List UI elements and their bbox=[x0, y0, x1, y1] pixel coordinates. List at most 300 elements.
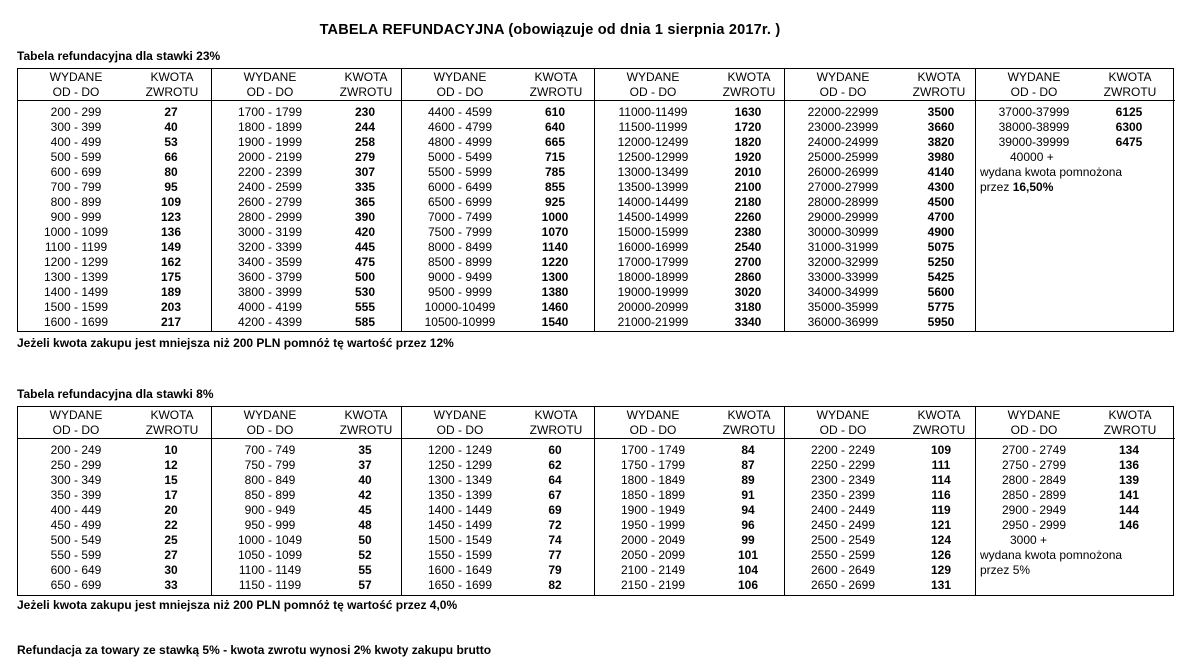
table-row bbox=[212, 165, 401, 180]
table-row bbox=[785, 255, 975, 270]
refund-cell: 104 bbox=[737, 563, 759, 577]
header-range bbox=[788, 70, 898, 100]
table-row bbox=[212, 225, 401, 240]
refund-cell: 3660 bbox=[927, 120, 955, 134]
range-cell: 1750 - 1799 bbox=[620, 458, 686, 472]
range-cell: 2650 - 2699 bbox=[810, 578, 876, 592]
range-cell: 3200 - 3399 bbox=[237, 240, 303, 254]
range-cell: 7000 - 7499 bbox=[427, 210, 493, 224]
range-cell: 12500-12999 bbox=[617, 150, 689, 164]
refund-cell: 84 bbox=[741, 443, 755, 457]
range-cell: 2100 - 2149 bbox=[620, 563, 686, 577]
refund-cell: 3980 bbox=[927, 150, 955, 164]
table-row bbox=[212, 150, 401, 165]
table-row bbox=[595, 548, 784, 563]
table-row bbox=[595, 315, 784, 330]
column-group bbox=[211, 69, 401, 331]
range-cell: 1000 - 1049 bbox=[237, 533, 303, 547]
column-group bbox=[594, 69, 784, 331]
header-range bbox=[21, 408, 131, 438]
refund-cell: 5075 bbox=[927, 240, 955, 254]
refund-cell: 60 bbox=[548, 443, 562, 457]
range-cell: 1050 - 1099 bbox=[237, 548, 303, 562]
header-range bbox=[979, 70, 1089, 100]
table-row bbox=[18, 315, 211, 330]
range-cell: 1100 - 1199 bbox=[44, 240, 108, 254]
range-cell: 11500-11999 bbox=[618, 120, 688, 134]
range-cell: 10000-10499 bbox=[424, 300, 496, 314]
range-cell: 7500 - 7999 bbox=[427, 225, 493, 239]
refund-cell: 4140 bbox=[927, 165, 955, 179]
refund-cell: 2380 bbox=[734, 225, 762, 239]
header-refund-line2: ZWROTU bbox=[529, 423, 583, 437]
refund-cell: 230 bbox=[354, 105, 376, 119]
refund-cell: 64 bbox=[548, 473, 562, 487]
refund-cell: 10 bbox=[164, 443, 178, 457]
header-range-line1: WYDANE bbox=[626, 70, 680, 84]
table-row bbox=[785, 488, 975, 503]
refund-cell: 134 bbox=[1118, 443, 1140, 457]
range-cell: 600 - 649 bbox=[50, 563, 102, 577]
table-row bbox=[976, 518, 1175, 533]
rows bbox=[212, 443, 401, 593]
range-cell: 1900 - 1949 bbox=[620, 503, 686, 517]
range-cell: 2050 - 2099 bbox=[620, 548, 686, 562]
section-8-note: Jeżeli kwota zakupu jest mniejsza niż 200 PLN pomnóż tę wartość przez 4,0% bbox=[17, 598, 458, 612]
range-cell: 1100 - 1149 bbox=[238, 563, 302, 577]
refund-cell: 3020 bbox=[734, 285, 762, 299]
refund-cell: 4500 bbox=[927, 195, 955, 209]
table-row bbox=[402, 105, 594, 120]
table-row bbox=[402, 563, 594, 578]
table-row bbox=[212, 315, 401, 330]
range-cell: 9500 - 9999 bbox=[427, 285, 493, 299]
refund-cell: 1820 bbox=[734, 135, 762, 149]
header-range-line2: OD - DO bbox=[436, 85, 484, 99]
refund-cell: 77 bbox=[548, 548, 562, 562]
rows bbox=[18, 443, 211, 593]
table-row bbox=[212, 488, 401, 503]
refund-cell: 1000 bbox=[541, 210, 569, 224]
table-row bbox=[212, 300, 401, 315]
table-row bbox=[18, 255, 211, 270]
table-row bbox=[976, 105, 1175, 120]
range-cell: 1600 - 1699 bbox=[43, 315, 109, 329]
header-range-line1: WYDANE bbox=[816, 70, 870, 84]
range-cell: 39000-39999 bbox=[998, 135, 1070, 149]
table-row bbox=[402, 300, 594, 315]
refund-cell: 91 bbox=[741, 488, 755, 502]
range-cell: 400 - 499 bbox=[50, 135, 102, 149]
header-refund-line2: ZWROTU bbox=[722, 423, 776, 437]
range-cell: 29000-29999 bbox=[807, 210, 879, 224]
header-range-line2: OD - DO bbox=[246, 423, 294, 437]
refund-cell: 162 bbox=[160, 255, 182, 269]
range-cell: 33000-33999 bbox=[807, 270, 879, 284]
refund-cell: 555 bbox=[354, 300, 376, 314]
header-range bbox=[215, 70, 325, 100]
refund-cell: 139 bbox=[1118, 473, 1140, 487]
refund-cell: 66 bbox=[164, 150, 178, 164]
table-row bbox=[212, 443, 401, 458]
range-cell: 24000-24999 bbox=[807, 135, 879, 149]
range-cell: 1650 - 1699 bbox=[427, 578, 493, 592]
range-cell: 1500 - 1599 bbox=[43, 300, 109, 314]
refund-cell: 3820 bbox=[927, 135, 955, 149]
section-23-note: Jeżeli kwota zakupu jest mniejsza niż 200 PLN pomnóż tę wartość przez 12% bbox=[17, 336, 454, 350]
table-row bbox=[595, 150, 784, 165]
table-row bbox=[595, 488, 784, 503]
refund-table-23 bbox=[17, 68, 1174, 332]
column-header bbox=[785, 69, 975, 101]
range-cell: 15000-15999 bbox=[617, 225, 689, 239]
refund-cell: 109 bbox=[930, 443, 952, 457]
table-row bbox=[18, 503, 211, 518]
refund-cell: 99 bbox=[741, 533, 755, 547]
range-cell: 9000 - 9499 bbox=[427, 270, 493, 284]
refund-cell: 53 bbox=[164, 135, 178, 149]
table-row bbox=[595, 300, 784, 315]
rows bbox=[212, 105, 401, 330]
range-cell: 17000-17999 bbox=[617, 255, 689, 269]
table-row bbox=[595, 225, 784, 240]
refund-cell: 27 bbox=[164, 105, 178, 119]
range-cell: 28000-28999 bbox=[807, 195, 879, 209]
table-row bbox=[402, 120, 594, 135]
header-range-line1: WYDANE bbox=[433, 70, 487, 84]
range-cell: 6000 - 6499 bbox=[427, 180, 493, 194]
refund-cell: 3340 bbox=[734, 315, 762, 329]
range-cell: 27000-27999 bbox=[807, 180, 879, 194]
refund-cell: 55 bbox=[358, 563, 372, 577]
range-cell: 11000-11499 bbox=[618, 105, 688, 119]
table-row bbox=[18, 563, 211, 578]
range-cell: 14000-14499 bbox=[617, 195, 689, 209]
range-cell: 800 - 849 bbox=[244, 473, 296, 487]
table-row bbox=[402, 518, 594, 533]
table-row bbox=[976, 120, 1175, 135]
refund-cell: 203 bbox=[160, 300, 182, 314]
table-row bbox=[402, 135, 594, 150]
header-range bbox=[788, 408, 898, 438]
refund-cell: 445 bbox=[354, 240, 376, 254]
document-title: TABELA REFUNDACYJNA (obowiązuje od dnia 1 sierpnia 2017r. ) bbox=[319, 22, 781, 38]
table-row bbox=[212, 518, 401, 533]
table-row bbox=[595, 165, 784, 180]
table-row bbox=[976, 488, 1175, 503]
refund-cell: 665 bbox=[544, 135, 566, 149]
refund-cell: 25 bbox=[164, 533, 178, 547]
refund-cell: 640 bbox=[544, 120, 566, 134]
table-row bbox=[212, 120, 401, 135]
refund-cell: 149 bbox=[160, 240, 182, 254]
table-row bbox=[212, 240, 401, 255]
table-row bbox=[18, 120, 211, 135]
table-row bbox=[18, 195, 211, 210]
range-cell: 2800 - 2999 bbox=[237, 210, 303, 224]
range-cell: 1900 - 1999 bbox=[237, 135, 303, 149]
range-cell: 2550 - 2599 bbox=[810, 548, 876, 562]
range-cell: 2450 - 2499 bbox=[810, 518, 876, 532]
table-row bbox=[18, 488, 211, 503]
refund-cell: 6300 bbox=[1115, 120, 1143, 134]
refund-cell: 175 bbox=[160, 270, 182, 284]
table-row bbox=[595, 255, 784, 270]
range-cell: 1350 - 1399 bbox=[427, 488, 493, 502]
range-cell: 3400 - 3599 bbox=[237, 255, 303, 269]
rule-rate: 5% bbox=[1012, 563, 1031, 577]
header-refund-line1: KWOTA bbox=[917, 408, 961, 422]
header-refund-line1: KWOTA bbox=[344, 408, 388, 422]
table-row bbox=[402, 195, 594, 210]
range-cell: 2950 - 2999 bbox=[1001, 518, 1067, 532]
table-row bbox=[18, 180, 211, 195]
refund-cell: 95 bbox=[164, 180, 178, 194]
refund-cell: 189 bbox=[160, 285, 182, 299]
refund-cell: 121 bbox=[930, 518, 952, 532]
rule-prefix: przez bbox=[980, 563, 1013, 577]
refund-cell: 2260 bbox=[734, 210, 762, 224]
table-row bbox=[18, 300, 211, 315]
rows bbox=[595, 443, 784, 593]
header-refund bbox=[1076, 70, 1184, 100]
header-range bbox=[215, 408, 325, 438]
range-cell: 1450 - 1499 bbox=[427, 518, 493, 532]
table-row bbox=[785, 458, 975, 473]
table-row bbox=[595, 503, 784, 518]
range-cell: 2000 - 2049 bbox=[620, 533, 686, 547]
range-cell: 500 - 599 bbox=[50, 150, 102, 164]
header-refund-line2: ZWROTU bbox=[339, 423, 393, 437]
table-row bbox=[212, 135, 401, 150]
table-row bbox=[212, 270, 401, 285]
header-refund-line1: KWOTA bbox=[727, 70, 771, 84]
refund-cell: 715 bbox=[544, 150, 566, 164]
refund-cell: 335 bbox=[354, 180, 376, 194]
table-row bbox=[785, 105, 975, 120]
range-cell: 2600 - 2799 bbox=[237, 195, 303, 209]
range-cell: 1950 - 1999 bbox=[620, 518, 686, 532]
refund-cell: 3180 bbox=[734, 300, 762, 314]
range-cell: 2500 - 2549 bbox=[810, 533, 876, 547]
table-row bbox=[402, 488, 594, 503]
table-row bbox=[212, 255, 401, 270]
range-cell: 4000 - 4199 bbox=[237, 300, 303, 314]
header-refund-line1: KWOTA bbox=[150, 408, 194, 422]
table-row bbox=[595, 135, 784, 150]
table-row bbox=[18, 473, 211, 488]
refund-cell: 94 bbox=[741, 503, 755, 517]
header-refund-line2: ZWROTU bbox=[722, 85, 776, 99]
range-cell: 4400 - 4599 bbox=[427, 105, 493, 119]
column-group bbox=[18, 69, 211, 331]
refund-cell: 30 bbox=[164, 563, 178, 577]
header-range bbox=[598, 408, 708, 438]
refund-cell: 925 bbox=[544, 195, 566, 209]
range-cell: 2850 - 2899 bbox=[1001, 488, 1067, 502]
refund-cell: 1380 bbox=[541, 285, 569, 299]
range-cell: 700 - 749 bbox=[244, 443, 296, 457]
table-row bbox=[18, 150, 211, 165]
header-range-line1: WYDANE bbox=[243, 408, 297, 422]
rule-line1: wydana kwota pomnożona bbox=[980, 548, 1123, 562]
rows bbox=[976, 105, 1175, 150]
refund-cell: 15 bbox=[164, 473, 178, 487]
refund-cell: 37 bbox=[358, 458, 372, 472]
table-row bbox=[595, 563, 784, 578]
refund-table-8 bbox=[17, 406, 1174, 596]
range-cell: 1400 - 1449 bbox=[427, 503, 493, 517]
header-range bbox=[598, 70, 708, 100]
refund-cell: 82 bbox=[548, 578, 562, 592]
refund-cell: 87 bbox=[741, 458, 755, 472]
header-range-line2: OD - DO bbox=[629, 423, 677, 437]
range-cell: 12000-12499 bbox=[617, 135, 689, 149]
rule-rate: 16,50% bbox=[1012, 180, 1054, 194]
range-cell: 3600 - 3799 bbox=[237, 270, 303, 284]
range-cell: 850 - 899 bbox=[244, 488, 296, 502]
table-row bbox=[785, 548, 975, 563]
range-cell: 2250 - 2299 bbox=[810, 458, 876, 472]
refund-cell: 785 bbox=[544, 165, 566, 179]
range-cell: 1400 - 1499 bbox=[43, 285, 109, 299]
refund-cell: 855 bbox=[544, 180, 566, 194]
rule-prefix: przez bbox=[980, 180, 1013, 194]
rows bbox=[785, 105, 975, 330]
table-row bbox=[402, 270, 594, 285]
refund-cell: 141 bbox=[1118, 488, 1140, 502]
table-row bbox=[595, 458, 784, 473]
range-cell: 250 - 299 bbox=[50, 458, 102, 472]
table-row bbox=[212, 578, 401, 593]
table-row bbox=[595, 105, 784, 120]
header-refund-line1: KWOTA bbox=[534, 70, 578, 84]
table-row bbox=[785, 503, 975, 518]
table-row bbox=[976, 473, 1175, 488]
table-row bbox=[785, 180, 975, 195]
table-row bbox=[18, 105, 211, 120]
range-cell: 2150 - 2199 bbox=[620, 578, 686, 592]
table-row bbox=[212, 533, 401, 548]
range-cell: 900 - 999 bbox=[50, 210, 102, 224]
table-row bbox=[18, 458, 211, 473]
range-cell: 2900 - 2949 bbox=[1001, 503, 1067, 517]
refund-cell: 101 bbox=[737, 548, 759, 562]
table-row bbox=[785, 210, 975, 225]
range-cell: 2000 - 2199 bbox=[237, 150, 303, 164]
refund-cell: 2180 bbox=[734, 195, 762, 209]
section-8-label: Tabela refundacyjna dla stawki 8% bbox=[17, 387, 214, 401]
column-group bbox=[975, 69, 1175, 331]
column-header bbox=[18, 407, 211, 439]
column-header bbox=[976, 407, 1175, 439]
table-row bbox=[18, 443, 211, 458]
table-row bbox=[785, 135, 975, 150]
section-23-label: Tabela refundacyjna dla stawki 23% bbox=[17, 49, 221, 63]
header-range-line1: WYDANE bbox=[1007, 408, 1061, 422]
refund-cell: 5425 bbox=[927, 270, 955, 284]
table-row bbox=[785, 443, 975, 458]
table-row bbox=[402, 578, 594, 593]
header-range-line1: WYDANE bbox=[816, 408, 870, 422]
table-row bbox=[785, 225, 975, 240]
table-row bbox=[18, 285, 211, 300]
range-cell: 14500-14999 bbox=[617, 210, 689, 224]
range-cell: 2750 - 2799 bbox=[1001, 458, 1067, 472]
refund-cell: 131 bbox=[930, 578, 952, 592]
table-row bbox=[402, 240, 594, 255]
header-refund bbox=[1076, 408, 1184, 438]
refund-cell: 2100 bbox=[734, 180, 762, 194]
range-cell: 1800 - 1849 bbox=[620, 473, 686, 487]
refund-cell: 4900 bbox=[927, 225, 955, 239]
refund-cell: 1540 bbox=[541, 315, 569, 329]
column-group bbox=[784, 407, 975, 595]
range-cell: 200 - 299 bbox=[50, 105, 102, 119]
refund-cell: 116 bbox=[931, 488, 951, 502]
table-row bbox=[402, 458, 594, 473]
range-cell: 3000 - 3199 bbox=[237, 225, 303, 239]
refund-cell: 390 bbox=[354, 210, 376, 224]
refund-cell: 106 bbox=[737, 578, 759, 592]
refund-cell: 4700 bbox=[927, 210, 955, 224]
range-cell: 10500-10999 bbox=[424, 315, 496, 329]
range-cell: 400 - 449 bbox=[50, 503, 102, 517]
header-range-line2: OD - DO bbox=[1010, 423, 1058, 437]
header-refund-line1: KWOTA bbox=[917, 70, 961, 84]
table-row bbox=[402, 548, 594, 563]
header-refund-line2: ZWROTU bbox=[912, 85, 966, 99]
refund-cell: 1460 bbox=[541, 300, 569, 314]
header-range-line2: OD - DO bbox=[629, 85, 677, 99]
table-row bbox=[402, 150, 594, 165]
table-row bbox=[212, 195, 401, 210]
header-range-line2: OD - DO bbox=[819, 423, 867, 437]
column-header bbox=[212, 407, 401, 439]
column-header bbox=[402, 69, 594, 101]
range-cell: 1850 - 1899 bbox=[620, 488, 686, 502]
header-range-line1: WYDANE bbox=[49, 70, 103, 84]
table-row bbox=[212, 503, 401, 518]
column-header bbox=[595, 407, 784, 439]
range-cell: 1300 - 1349 bbox=[427, 473, 493, 487]
header-refund-line2: ZWROTU bbox=[912, 423, 966, 437]
column-group bbox=[594, 407, 784, 595]
header-refund-line1: KWOTA bbox=[727, 408, 771, 422]
header-range-line1: WYDANE bbox=[243, 70, 297, 84]
table-row bbox=[18, 518, 211, 533]
refund-cell: 279 bbox=[354, 150, 376, 164]
refund-cell: 27 bbox=[164, 548, 178, 562]
refund-cell: 96 bbox=[741, 518, 755, 532]
range-cell: 4800 - 4999 bbox=[427, 135, 493, 149]
table-row bbox=[212, 458, 401, 473]
range-cell: 2200 - 2249 bbox=[810, 443, 876, 457]
table-row bbox=[18, 225, 211, 240]
range-cell: 5000 - 5499 bbox=[427, 150, 493, 164]
table-row bbox=[976, 503, 1175, 518]
column-header bbox=[785, 407, 975, 439]
refund-cell: 74 bbox=[548, 533, 562, 547]
range-cell: 950 - 999 bbox=[244, 518, 296, 532]
refund-cell: 124 bbox=[930, 533, 952, 547]
table-row bbox=[18, 135, 211, 150]
range-cell: 800 - 899 bbox=[50, 195, 102, 209]
range-cell: 1250 - 1299 bbox=[427, 458, 493, 472]
table-row bbox=[595, 195, 784, 210]
range-cell: 1600 - 1649 bbox=[427, 563, 493, 577]
header-refund-line1: KWOTA bbox=[344, 70, 388, 84]
